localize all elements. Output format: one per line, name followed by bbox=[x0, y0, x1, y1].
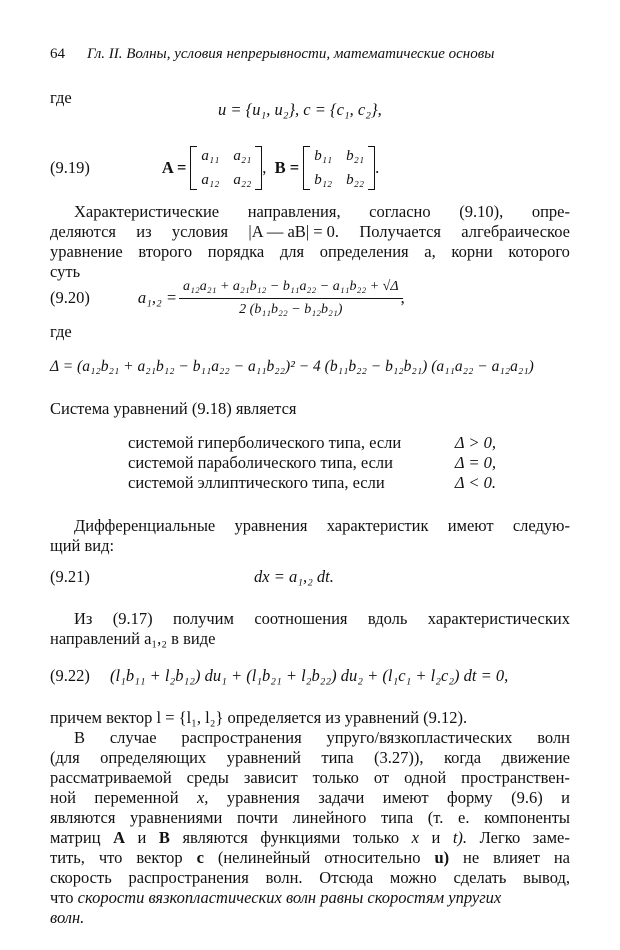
word: деляются bbox=[50, 222, 116, 241]
word: из bbox=[136, 222, 152, 241]
text-line bbox=[74, 202, 570, 222]
condition-label: системой эллиптического типа, если bbox=[128, 473, 385, 492]
word: почти bbox=[236, 808, 278, 827]
word: форму bbox=[447, 788, 493, 807]
equation-u-c: u = {u₁, u₂}, c = {c₁, c₂}, bbox=[218, 100, 382, 119]
word: волн bbox=[537, 728, 570, 747]
word: движение bbox=[501, 748, 570, 767]
equation-9-22-body: (l₁b₁₁ + l₂b₁₂) du₁ + (l₁b₂₁ + l₂b₂₂) du₂ + (l₁c₁ + l₂c₂) dt = 0, bbox=[110, 666, 509, 685]
word: и bbox=[137, 828, 147, 847]
equation-9-19: (9.19) A = a₁₁ a₂₁ a₁₂ a₂₂ , B = b₁₁ b₂₁ b₁₂ b₂₂ . bbox=[50, 148, 380, 188]
word: (т. bbox=[427, 808, 444, 827]
condition-elliptic bbox=[128, 473, 496, 493]
word: на bbox=[553, 848, 570, 867]
word: относительно bbox=[324, 848, 421, 867]
word: Дифференциальные bbox=[74, 516, 216, 535]
italic-conclusion: скорости вязкопластических волн равны скоростям упругих bbox=[77, 888, 502, 907]
word: влияет bbox=[493, 848, 540, 867]
word: B bbox=[158, 828, 170, 847]
word: (9.10), bbox=[459, 202, 504, 221]
word: распространения bbox=[128, 868, 249, 887]
word: и bbox=[561, 788, 570, 807]
text-line bbox=[50, 848, 570, 868]
matrix-b-cell: b₁₁ bbox=[314, 148, 333, 164]
word: среды bbox=[186, 768, 229, 787]
word: направления, bbox=[247, 202, 341, 221]
word: не bbox=[463, 848, 480, 867]
word: являются bbox=[182, 828, 248, 847]
word: Легко bbox=[479, 828, 521, 847]
text-line bbox=[74, 516, 570, 536]
matrix-a-cell: a₂₂ bbox=[233, 172, 252, 188]
equation-number-9-20: (9.20) bbox=[50, 288, 90, 307]
word: (9.6) bbox=[511, 788, 543, 807]
word: уравнений bbox=[226, 748, 301, 767]
word: когда bbox=[443, 748, 482, 767]
text-line: щий вид: bbox=[50, 536, 115, 555]
condition-hyperbolic bbox=[128, 433, 496, 453]
word: случае bbox=[109, 728, 157, 747]
text-line bbox=[50, 888, 501, 908]
word: линейного bbox=[292, 808, 367, 827]
word: a, bbox=[424, 242, 436, 261]
word: (9.17) bbox=[112, 609, 153, 628]
word: уравнение bbox=[50, 242, 123, 261]
word: е. bbox=[458, 808, 470, 827]
word: сделать bbox=[453, 868, 507, 887]
text-line bbox=[50, 808, 570, 828]
word: одной bbox=[404, 768, 447, 787]
matrix-a-cell: a₁₁ bbox=[201, 148, 220, 164]
matrix-a-cell: a₁₂ bbox=[201, 172, 220, 188]
equation-9-21 bbox=[50, 567, 334, 587]
word: характеристических bbox=[427, 609, 570, 628]
word: заме- bbox=[532, 828, 570, 847]
word: скорость bbox=[50, 868, 112, 887]
word: соотношения bbox=[254, 609, 348, 628]
word: алгебраическое bbox=[461, 222, 570, 241]
word: согласно bbox=[369, 202, 431, 221]
a-denominator: 2 (b₁₁b₂₂ − b₁₂b₂₁) bbox=[179, 298, 403, 320]
word: и bbox=[431, 828, 441, 847]
chapter-title: Гл. II. Волны, условия непрерывности, математические основы bbox=[87, 46, 495, 62]
word: Характеристические bbox=[74, 202, 220, 221]
equation-9-22 bbox=[50, 666, 508, 686]
text-where-2: где bbox=[50, 322, 72, 341]
word: функциями bbox=[260, 828, 341, 847]
word: условия bbox=[171, 222, 229, 241]
word: В bbox=[74, 728, 86, 747]
word: Получается bbox=[359, 222, 442, 241]
word: (3.27)), bbox=[374, 748, 424, 767]
word: имеют bbox=[382, 788, 429, 807]
word: типа bbox=[380, 808, 414, 827]
word: Из bbox=[74, 609, 93, 628]
word: уравнения bbox=[234, 516, 308, 535]
text-line: направлений a₁,₂ в виде bbox=[50, 629, 216, 648]
text-line: волн. bbox=[50, 908, 85, 927]
word: u) bbox=[434, 848, 450, 867]
text-line bbox=[74, 728, 570, 748]
dx-equation: dx = a₁,₂ dt. bbox=[254, 567, 334, 586]
word: типа bbox=[321, 748, 354, 767]
a-numerator: a₁₂a₂₁ + a₂₁b₁₂ − b₁₁a₂₂ − a₁₁b₂₂ + √Δ bbox=[182, 278, 399, 294]
word: распространения bbox=[181, 728, 302, 747]
word: матриц bbox=[50, 828, 101, 847]
matrix-b-cell: b₁₂ bbox=[314, 172, 333, 188]
equation-number-9-19: (9.19) bbox=[50, 158, 90, 177]
word: что bbox=[98, 848, 123, 867]
word: определения bbox=[319, 242, 409, 261]
condition-value: Δ = 0, bbox=[454, 453, 496, 472]
text-where-1: где bbox=[50, 88, 72, 107]
matrix-a-cell: a₂₁ bbox=[233, 148, 252, 164]
word: определяющих bbox=[100, 748, 207, 767]
matrix-a-lhs: A = bbox=[161, 158, 187, 177]
condition-parabolic bbox=[128, 453, 496, 473]
matrix-b bbox=[303, 146, 375, 190]
text-line bbox=[50, 222, 570, 242]
word: имеют bbox=[447, 516, 494, 535]
word: второго bbox=[138, 242, 193, 261]
word: рассматриваемой bbox=[50, 768, 172, 787]
word: что bbox=[50, 888, 74, 907]
word: задачи bbox=[318, 788, 365, 807]
condition-label: системой гиперболического типа, если bbox=[128, 433, 402, 452]
matrix-b-lhs: B = bbox=[274, 158, 300, 177]
condition-label: системой параболического типа, если bbox=[128, 453, 393, 472]
text-line bbox=[50, 788, 570, 808]
running-header bbox=[50, 44, 494, 64]
equation-number-9-21: (9.21) bbox=[50, 567, 90, 586]
matrix-b-cell: b₂₂ bbox=[346, 172, 365, 188]
word: x bbox=[411, 828, 419, 847]
word: только bbox=[312, 768, 359, 787]
text-line bbox=[74, 609, 570, 629]
text-line bbox=[50, 868, 570, 888]
text-line: причем вектор l = {l₁, l₂} определяется из уравнений (9.12). bbox=[50, 708, 468, 727]
equation-delta: Δ = (a₁₂b₂₁ + a₂₁b₁₂ − b₁₁a₂₂ − a₁₁b₂₂)² − 4 (b₁₁b₂₂ − b₁₂b₂₁) (a₁₁a₂₂ − a₁₂a₂₁) bbox=[50, 358, 534, 375]
text-line bbox=[50, 828, 570, 848]
word: Отсюда bbox=[319, 868, 374, 887]
word: опре- bbox=[531, 202, 570, 221]
word: c bbox=[196, 848, 204, 867]
word: корни bbox=[451, 242, 493, 261]
word: вывод, bbox=[523, 868, 570, 887]
page-number: 64 bbox=[50, 46, 65, 62]
word: ной bbox=[50, 788, 76, 807]
word: получим bbox=[173, 609, 234, 628]
a-lhs: a₁,₂ = bbox=[137, 288, 177, 307]
word: (нелинейный bbox=[217, 848, 311, 867]
word: от bbox=[373, 768, 390, 787]
word: |A — aB| = 0. bbox=[248, 222, 340, 241]
word: можно bbox=[389, 868, 437, 887]
word: характеристик bbox=[326, 516, 429, 535]
word: пространствен- bbox=[461, 768, 570, 787]
matrix-a bbox=[190, 146, 262, 190]
text-line bbox=[50, 748, 570, 768]
word: уравнения bbox=[226, 788, 300, 807]
word: тить, bbox=[50, 848, 85, 867]
word: упруго/вязкопластических bbox=[326, 728, 513, 747]
word: A bbox=[113, 828, 126, 847]
word: t). bbox=[452, 828, 468, 847]
text-line: суть bbox=[50, 262, 81, 281]
matrix-b-cell: b₂₁ bbox=[346, 148, 365, 164]
word: уравнениями bbox=[130, 808, 223, 827]
word: являются bbox=[50, 808, 116, 827]
condition-value: Δ < 0. bbox=[454, 473, 496, 492]
a-fraction bbox=[181, 277, 401, 320]
text-line bbox=[50, 242, 570, 262]
word: только bbox=[352, 828, 400, 847]
word: вектор bbox=[136, 848, 183, 867]
word: x, bbox=[196, 788, 209, 807]
word: компоненты bbox=[484, 808, 570, 827]
word: переменной bbox=[94, 788, 179, 807]
word: волн. bbox=[265, 868, 303, 887]
equation-number-9-22: (9.22) bbox=[50, 666, 90, 685]
word: следую- bbox=[512, 516, 570, 535]
word: (для bbox=[50, 748, 80, 767]
text-line: Система уравнений (9.18) является bbox=[50, 399, 297, 418]
text-line bbox=[50, 768, 570, 788]
word: вдоль bbox=[367, 609, 408, 628]
equation-9-20: (9.20) a₁,₂ = $\frac{\text{a₁₂a₂₁ + a₂₁b₁₂ − b₁₁a₂₂ − a₁₁b₂₂ + √Δ}}{\text{2 (b₁₁b₂₂ − b₁₂b₂₁)}}$ , bbox=[50, 278, 405, 318]
condition-value: Δ > 0, bbox=[454, 433, 496, 452]
word: которого bbox=[508, 242, 570, 261]
word: порядка bbox=[207, 242, 265, 261]
word: зависит bbox=[243, 768, 298, 787]
word: для bbox=[279, 242, 305, 261]
